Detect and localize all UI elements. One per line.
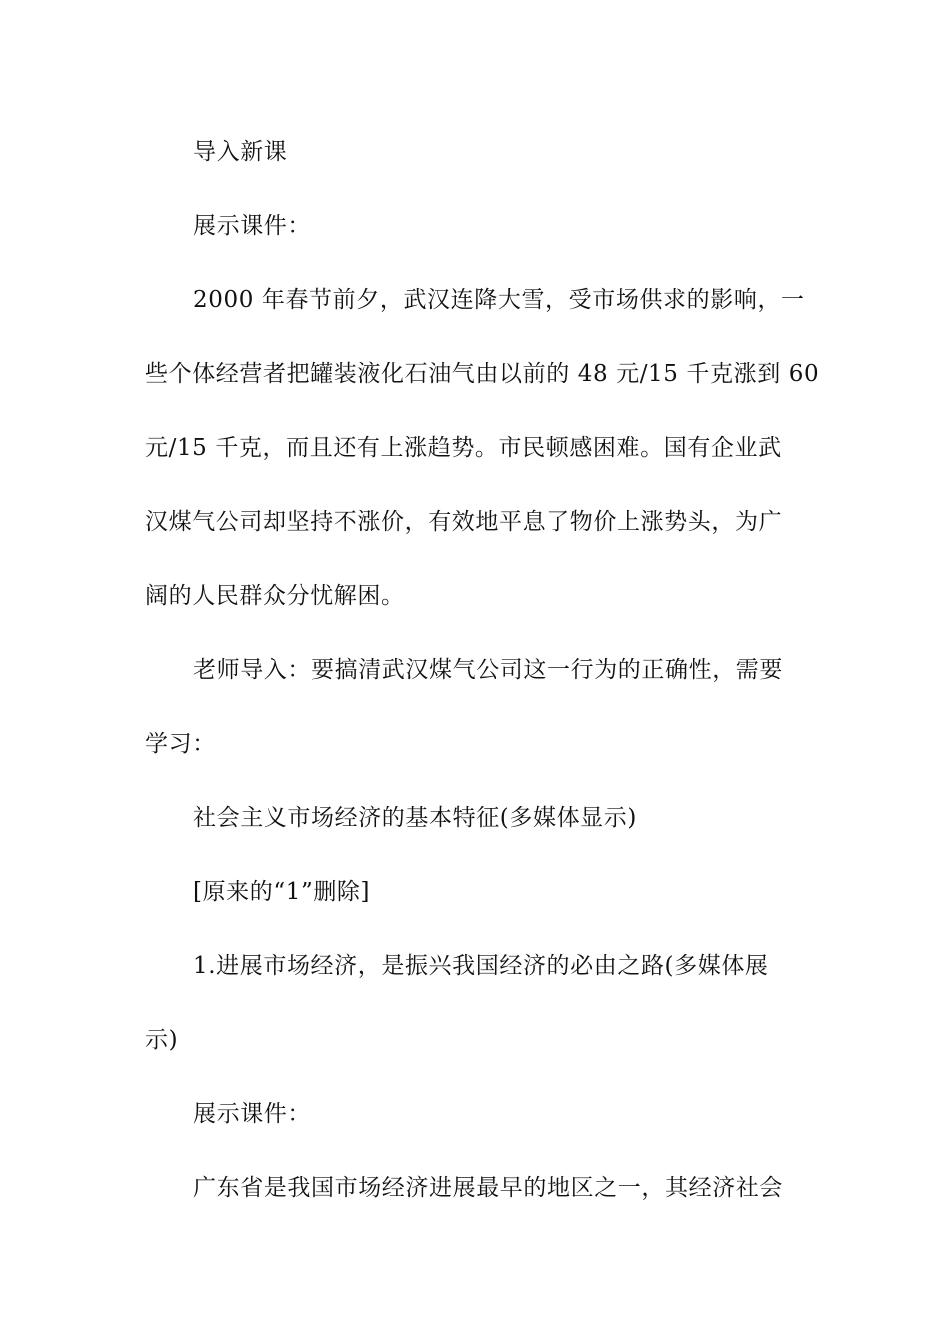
paragraph-line: 些个体经营者把罐装液化石油气由以前的 48 元/15 千克涨到 60: [145, 361, 820, 387]
paragraph-line: [原来的“1”删除]: [193, 879, 371, 905]
paragraph-line: 老师导入：要搞清武汉煤气公司这一行为的正确性，需要: [193, 657, 783, 683]
paragraph-line: 展示课件：: [193, 1101, 311, 1127]
paragraph-line: 阔的人民群众分忧解困。: [145, 583, 405, 609]
paragraph-line: 元/15 千克，而且还有上涨趋势。市民顿感困难。国有企业武: [145, 435, 782, 461]
paragraph-line: 展示课件：: [193, 213, 311, 239]
paragraph-line: 社会主义市场经济的基本特征(多媒体显示): [193, 805, 637, 831]
paragraph-line: 汉煤气公司却坚持不涨价，有效地平息了物价上涨势头，为广: [145, 509, 783, 535]
section-heading: 导入新课: [193, 139, 288, 165]
paragraph-line: 1.进展市场经济，是振兴我国经济的必由之路(多媒体展: [193, 953, 769, 979]
paragraph-line: 示): [145, 1027, 179, 1053]
paragraph-line: 广东省是我国市场经济进展最早的地区之一，其经济社会: [193, 1175, 783, 1201]
paragraph-line: 2000 年春节前夕，武汉连降大雪，受市场供求的影响，一: [193, 287, 805, 313]
paragraph-line: 学习：: [145, 731, 216, 757]
